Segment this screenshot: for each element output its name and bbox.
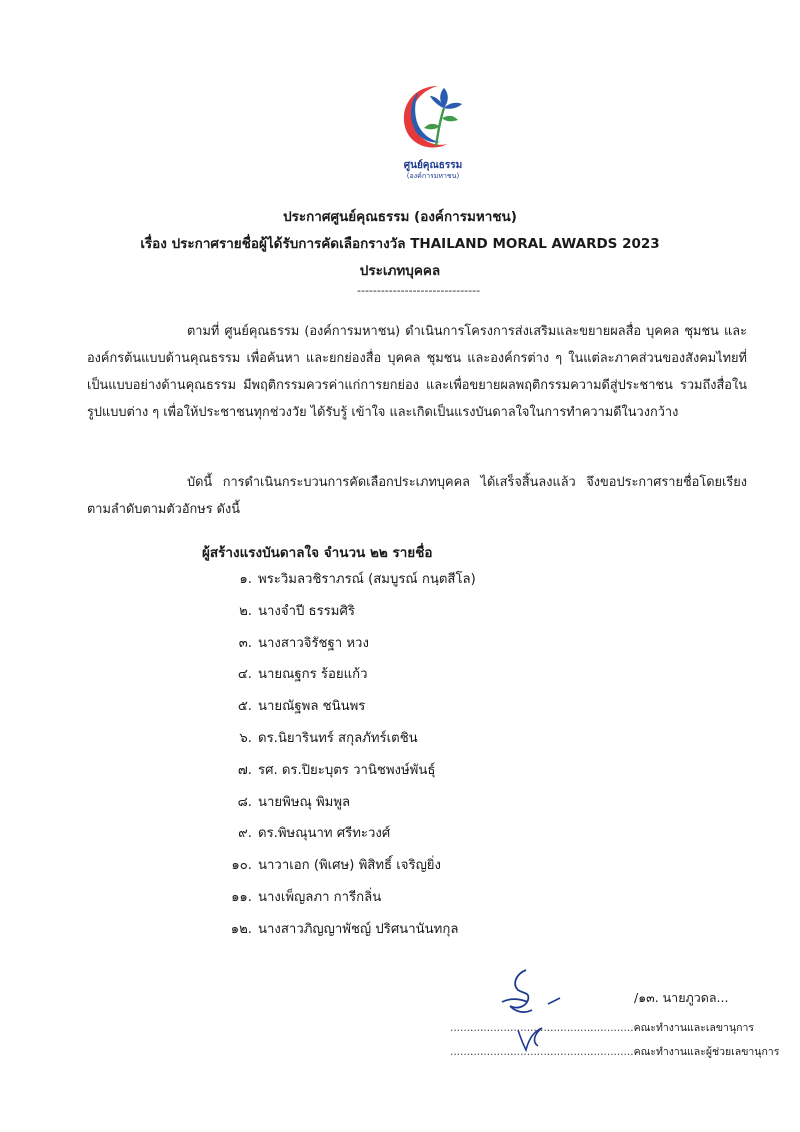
announcement-subject: เรื่อง ประกาศรายชื่อผู้ได้รับการคัดเลือกรางวัล THAILAND MORAL AWARDS 2023 [140, 236, 660, 252]
result-paragraph-text: บัดนี้ การดำเนินกระบวนการคัดเลือกประเภทบุคคล ได้เสร็จสิ้นลงแล้ว จึงขอประกาศรายชื่อโดยเรียงตามลำดับตามตัวอักษร ดังนี้ [87, 475, 747, 517]
list-item [0, 918, 800, 950]
item-name: นายณฐกร ร้อยแก้ว [258, 667, 368, 683]
list-item [0, 727, 800, 759]
list-item [0, 568, 800, 600]
list-item [0, 822, 800, 854]
awardee-list [0, 568, 800, 950]
role-assistant-secretary: คณะทำงานและผู้ช่วยเลขานุการ [633, 1046, 780, 1058]
item-name: นางจำปี ธรรมศิริ [258, 603, 355, 619]
item-number: ๑๒. [230, 921, 252, 937]
item-name: ดร.พิษณุนาท ศรีทะวงศ์ [258, 826, 391, 842]
list-item [0, 695, 800, 727]
intro-paragraph [87, 318, 747, 426]
heading-separator: ------------------------------- [357, 284, 481, 297]
announcement-category: ประเภทบุคคล [359, 263, 441, 279]
list-item [0, 600, 800, 632]
organization-logo [388, 78, 478, 180]
list-title: ผู้สร้างแรงบันดาลใจ จำนวน ๒๒ รายชื่อ [202, 545, 433, 561]
item-name: นาวาเอก (พิเศษ) พิสิทธิ์ เจริญยิ่ง [258, 858, 441, 874]
signature-line-assistant-secretary [450, 1043, 780, 1060]
signature-dots: ....................................................... [450, 1046, 634, 1058]
item-name: ดร.นิยารินทร์ สกุลภัทร์เตชิน [258, 730, 418, 746]
result-paragraph [87, 469, 747, 523]
item-name: นางเพ็ญลภา การีกลิ่น [258, 889, 382, 905]
item-number: ๘. [237, 794, 252, 810]
signature-line-secretary [450, 1019, 755, 1036]
signature-marks [488, 958, 578, 1053]
item-number: ๔. [237, 667, 252, 683]
logo-emblem-icon [388, 78, 478, 158]
item-name: นายพิษณุ พิมพูล [258, 794, 351, 810]
item-name: นางสาวภิญญาพัชญ์ ปริศนานันทกุล [258, 921, 459, 937]
logo-subtitle: (องค์การมหาชน) [406, 172, 460, 180]
list-item [0, 886, 800, 918]
role-secretary: คณะทำงานและเลขานุการ [633, 1022, 755, 1034]
item-number: ๖. [239, 730, 252, 746]
continuation-note: /๑๓. นายภูวดล... [634, 990, 729, 1005]
logo-name: ศูนย์คุณธรรม [403, 160, 463, 171]
announcement-title: ประกาศศูนย์คุณธรรม (องค์การมหาชน) [283, 209, 517, 225]
item-name: รศ. ดร.ปิยะบุตร วานิชพงษ์พันธุ์ [258, 762, 436, 778]
item-number: ๗. [237, 762, 252, 778]
item-number: ๓. [238, 635, 252, 651]
item-name: นางสาวจิรัชฐา หวง [258, 635, 369, 651]
signature-dots: ....................................................... [450, 1022, 634, 1034]
item-number: ๑๑. [231, 889, 252, 905]
list-item [0, 791, 800, 823]
intro-paragraph-text: ตามที่ ศูนย์คุณธรรม (องค์การมหาชน) ดำเนินการโครงการส่งเสริมและขยายผลสื่อ บุคคล ชุมชน และองค์กรต้นแบบด้านคุณธรรม เพื่อค้นหา และยกย่องสื่อ บุคคล ชุมชน และองค์กรต่าง ๆ ในแต่ละภาคส่วนของสังคมไทยที่เป็นแบบอย่างด้านคุณธรรม มีพฤติกรรมควรค่าแก่การยกย่อง และเพื่อขยายผลพฤติกรรมความดีสู่ประชาชน รวมถึงสื่อในรูปแบบต่าง ๆ เพื่อให้ประชาชนทุกช่วงวัย ได้รับรู้ เข้าใจ และเกิดเป็นแรงบันดาลใจในการทำความดีในวงกว้าง [87, 324, 747, 420]
item-name: นายณัฐพล ชนินพร [258, 699, 366, 715]
item-name: พระวิมลวชิราภรณ์ (สมบูรณ์ กนฺตสีโล) [258, 572, 476, 587]
list-item [0, 663, 800, 695]
item-number: ๙. [238, 826, 252, 842]
list-item [0, 632, 800, 664]
item-number: ๕. [237, 699, 252, 715]
item-number: ๒. [239, 603, 252, 619]
list-item [0, 854, 800, 886]
item-number: ๑๐. [231, 858, 252, 874]
list-item [0, 759, 800, 791]
item-number: ๑. [239, 572, 252, 587]
